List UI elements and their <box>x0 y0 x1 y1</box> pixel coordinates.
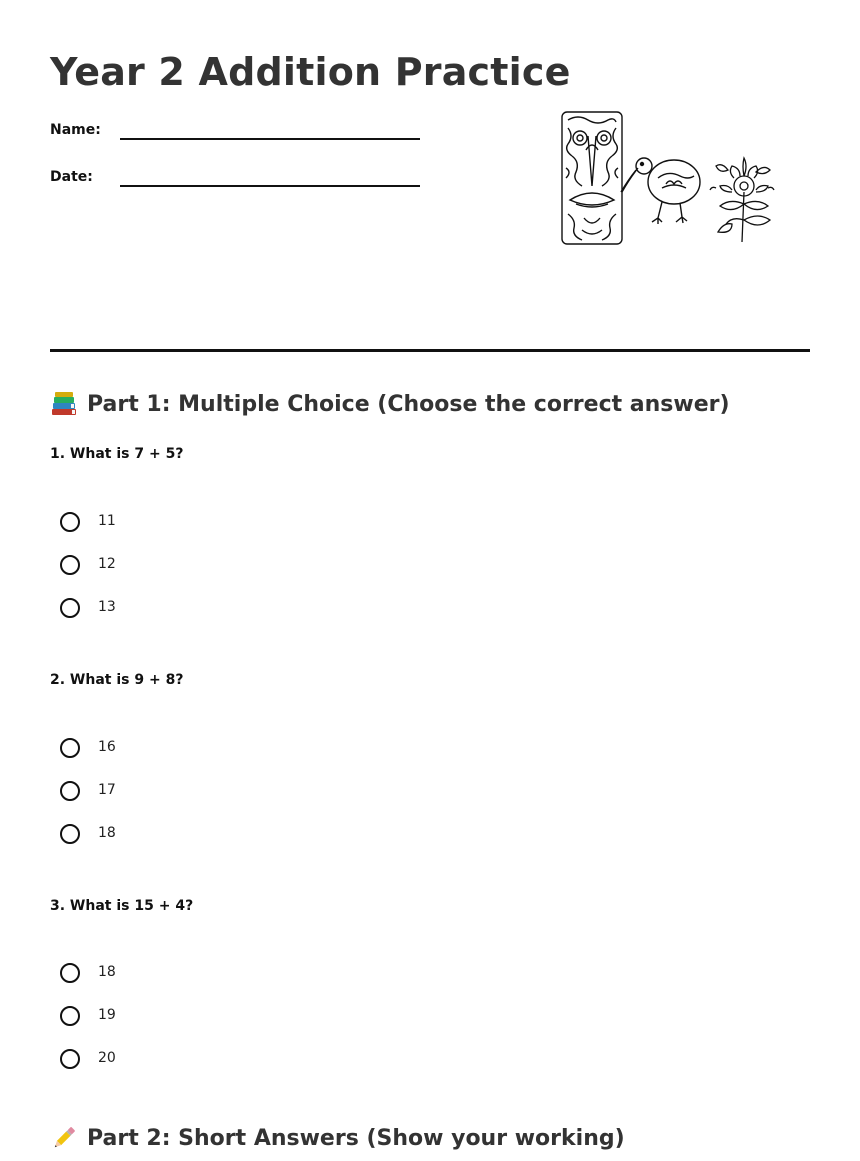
option-label: 18 <box>98 825 116 841</box>
name-line[interactable] <box>120 138 420 140</box>
q2-option-3[interactable] <box>60 824 260 848</box>
kiwi-bird-icon <box>621 158 700 224</box>
date-label: Date: <box>50 169 93 185</box>
pencil-icon <box>50 1124 78 1152</box>
q3-option-1[interactable] <box>60 963 260 987</box>
part2-heading <box>50 1124 625 1152</box>
radio-button[interactable] <box>60 1049 80 1069</box>
radio-button[interactable] <box>60 738 80 758</box>
date-field-row <box>50 169 430 199</box>
carved-pou-icon <box>562 112 622 244</box>
option-label: 20 <box>98 1050 116 1066</box>
option-label: 13 <box>98 599 116 615</box>
q1-option-2[interactable] <box>60 555 260 579</box>
option-label: 12 <box>98 556 116 572</box>
section-divider <box>50 349 810 352</box>
radio-button[interactable] <box>60 555 80 575</box>
option-label: 16 <box>98 739 116 755</box>
option-label: 18 <box>98 964 116 980</box>
q3-option-2[interactable] <box>60 1006 260 1030</box>
radio-button[interactable] <box>60 963 80 983</box>
radio-button[interactable] <box>60 1006 80 1026</box>
option-label: 17 <box>98 782 116 798</box>
books-icon <box>50 390 78 418</box>
pohutukawa-flower-icon <box>710 158 774 242</box>
radio-button[interactable] <box>60 512 80 532</box>
part1-heading <box>50 390 730 418</box>
question-3: 3. What is 15 + 4? <box>50 898 194 914</box>
q1-option-1[interactable] <box>60 512 260 536</box>
part1-heading-text: Part 1: Multiple Choice (Choose the correct answer) <box>87 391 730 417</box>
q3-option-3[interactable] <box>60 1049 260 1073</box>
option-label: 19 <box>98 1007 116 1023</box>
radio-button[interactable] <box>60 598 80 618</box>
date-line[interactable] <box>120 185 420 187</box>
radio-button[interactable] <box>60 781 80 801</box>
q1-option-3[interactable] <box>60 598 260 622</box>
radio-button[interactable] <box>60 824 80 844</box>
q2-option-1[interactable] <box>60 738 260 762</box>
name-label: Name: <box>50 122 101 138</box>
page-title: Year 2 Addition Practice <box>50 50 571 94</box>
question-2: 2. What is 9 + 8? <box>50 672 184 688</box>
part2-heading-text: Part 2: Short Answers (Show your working) <box>87 1125 625 1151</box>
maori-illustration <box>558 108 784 250</box>
question-1: 1. What is 7 + 5? <box>50 446 184 462</box>
option-label: 11 <box>98 513 116 529</box>
q2-option-2[interactable] <box>60 781 260 805</box>
name-field-row <box>50 122 430 152</box>
